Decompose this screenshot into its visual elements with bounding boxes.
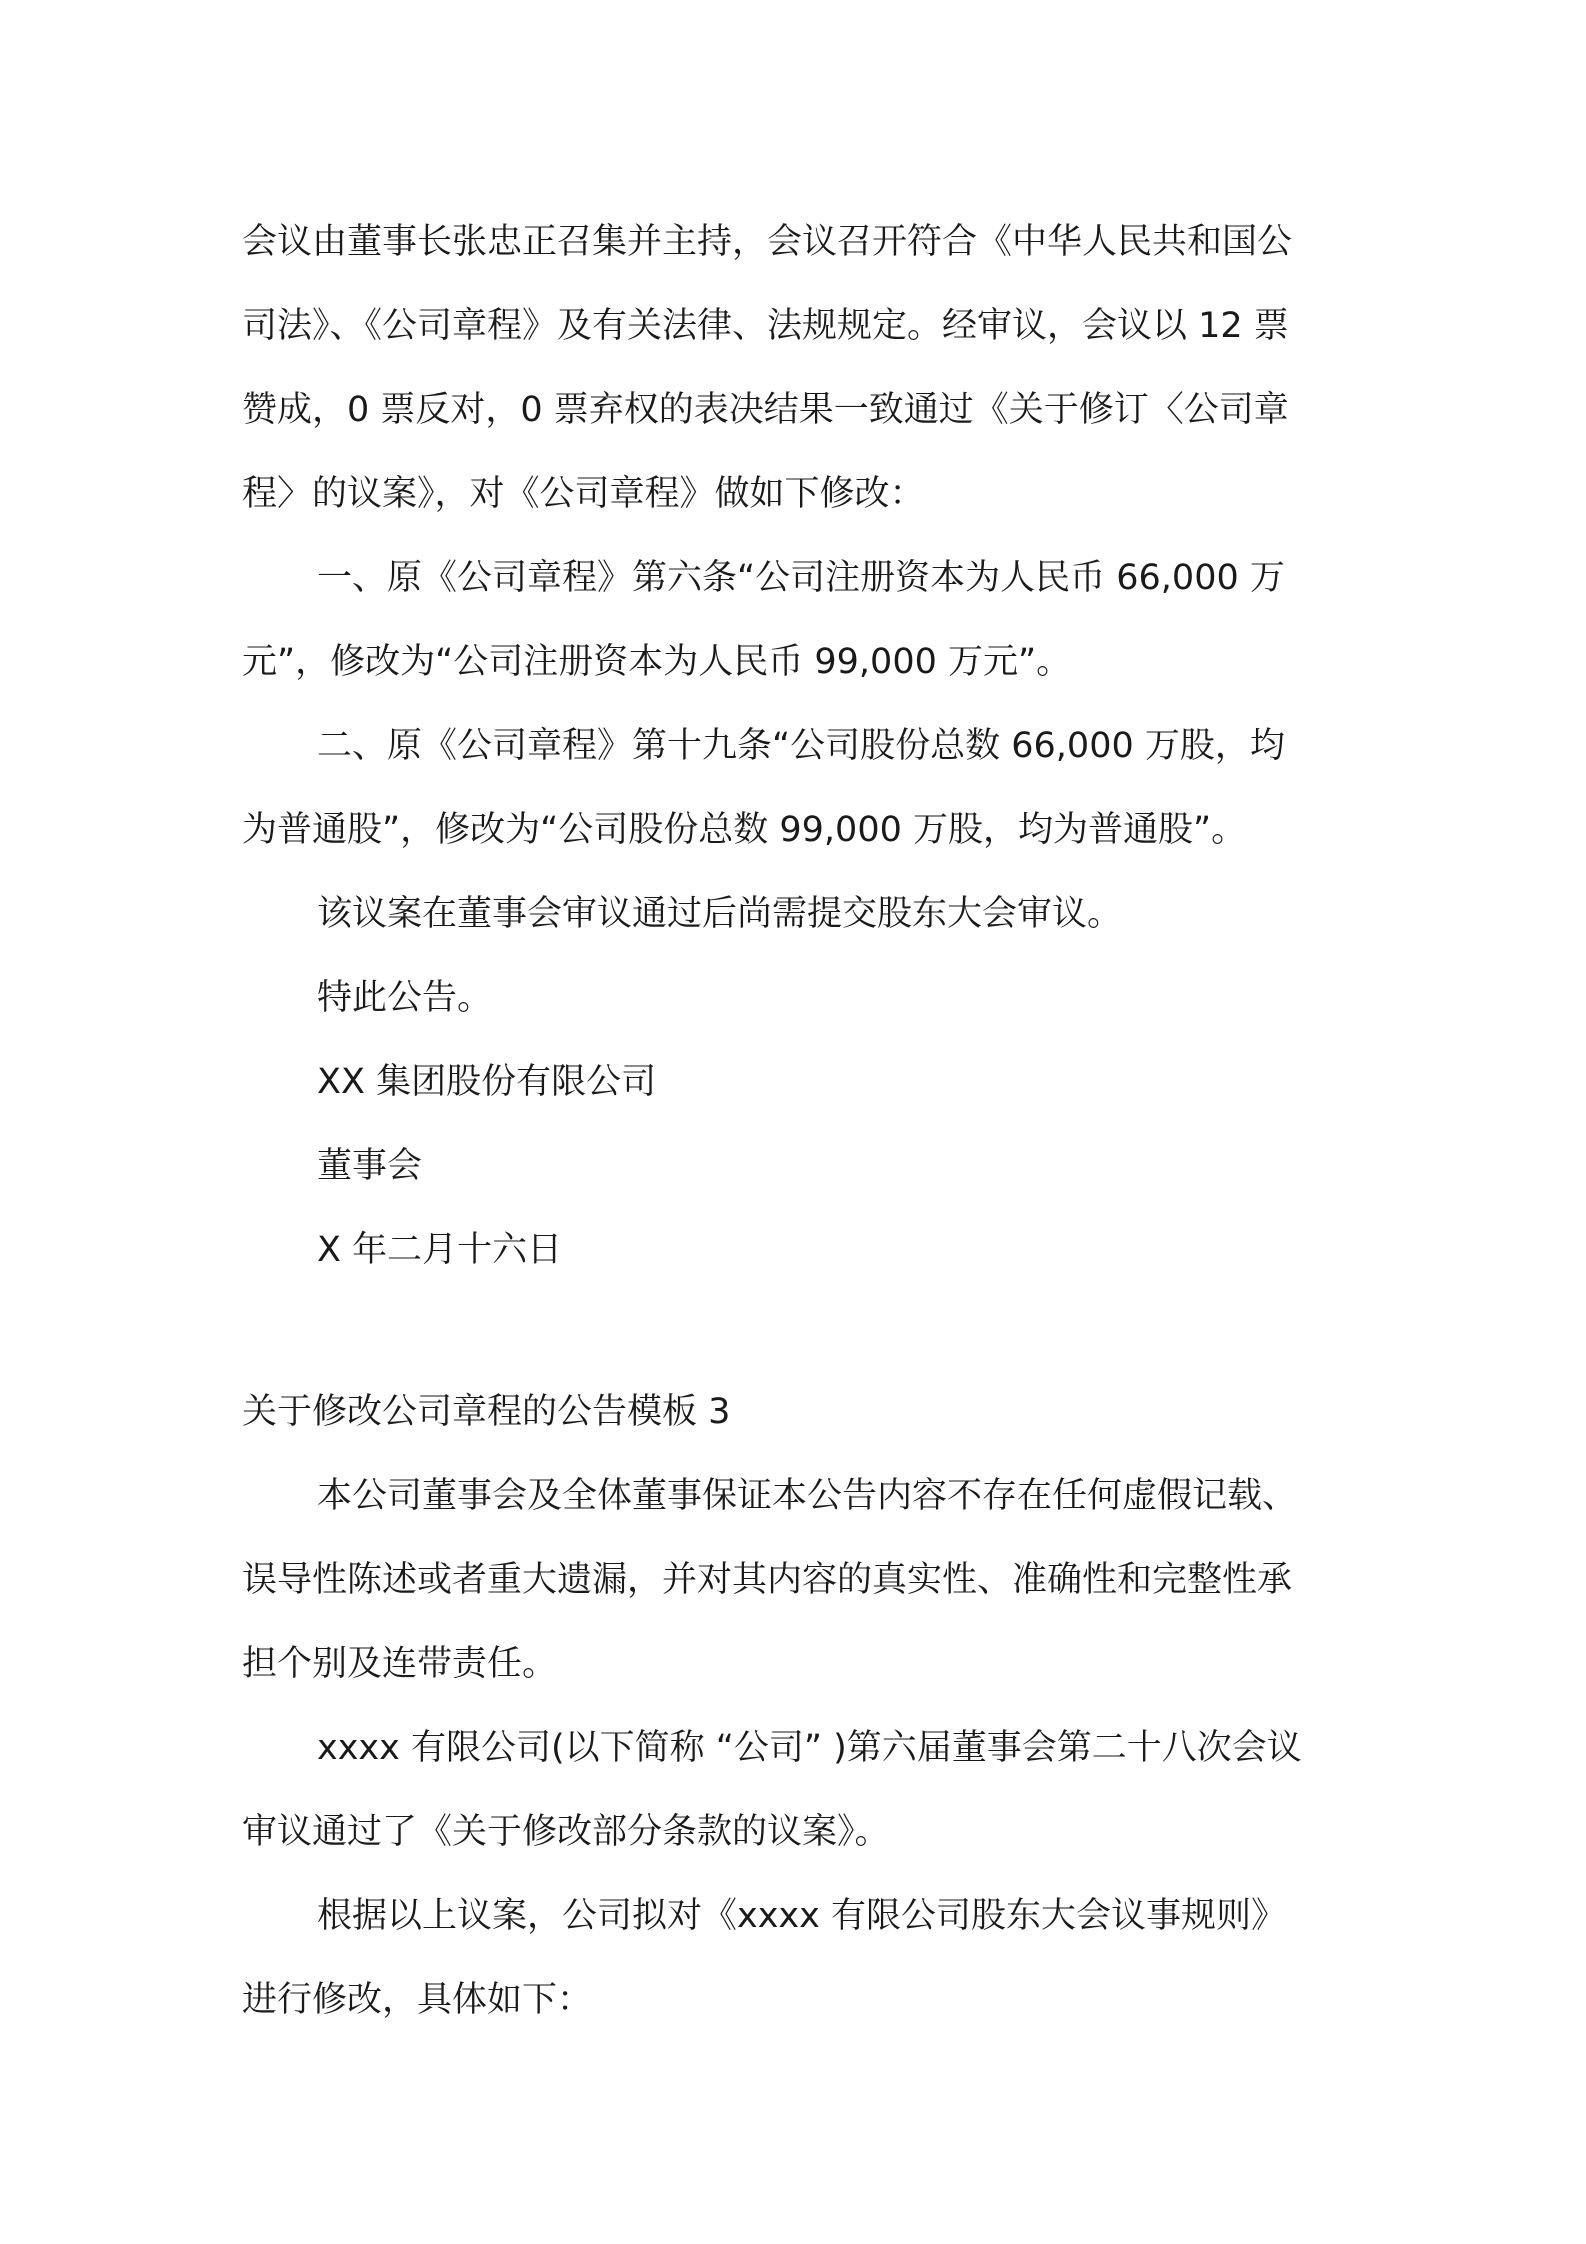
closing-statement: 特此公告。 xyxy=(317,978,493,1018)
announcement-date: X 年二月十六日 xyxy=(317,1230,563,1270)
text-line: 程〉的议案》，对《公司章程》做如下修改： xyxy=(242,474,925,514)
board-signature: 董事会 xyxy=(317,1146,423,1186)
company-name: XX 集团股份有限公司 xyxy=(317,1062,657,1102)
amendment-plan-paragraph xyxy=(242,1874,1362,2042)
text-line: 赞成，0 票反对，0 票弃权的表决结果一致通过《关于修订〈公司章 xyxy=(242,390,1289,430)
text-line: 误导性陈述或者重大遗漏，并对其内容的真实性、准确性和完整性承 xyxy=(242,1560,1293,1600)
document-page xyxy=(242,200,1362,2042)
guarantee-paragraph xyxy=(242,1454,1362,1706)
text-line: xxxx 有限公司(以下简称 “公司” )第六届董事会第二十八次会议 xyxy=(317,1728,1302,1768)
text-line: 二、原《公司章程》第十九条“公司股份总数 66,000 万股，均 xyxy=(317,726,1285,766)
text-line: 担个别及连带责任。 xyxy=(242,1644,558,1684)
text-line: 为普通股”，修改为“公司股份总数 99,000 万股，均为普通股”。 xyxy=(242,810,1247,850)
text-line: 元”，修改为“公司注册资本为人民币 99,000 万元”。 xyxy=(242,642,1072,682)
text-line: 会议由董事长张忠正召集并主持，会议召开符合《中华人民共和国公 xyxy=(242,222,1293,262)
amendment-item-1 xyxy=(242,536,1362,704)
section-title: 关于修改公司章程的公告模板 3 xyxy=(242,1392,731,1432)
text-line: 根据以上议案，公司拟对《xxxx 有限公司股东大会议事规则》 xyxy=(317,1896,1286,1936)
text-line: 司法》、《公司章程》及有关法律、法规规定。经审议，会议以 12 票 xyxy=(242,306,1289,346)
meeting-paragraph xyxy=(242,200,1362,536)
text-line: 进行修改，具体如下： xyxy=(242,1980,593,2020)
amendment-item-2 xyxy=(242,704,1362,872)
board-resolution-paragraph xyxy=(242,1706,1362,1874)
approval-note: 该议案在董事会审议通过后尚需提交股东大会审议。 xyxy=(317,894,1123,934)
text-line: 一、原《公司章程》第六条“公司注册资本为人民币 66,000 万 xyxy=(317,558,1285,598)
text-line: 审议通过了《关于修改部分条款的议案》。 xyxy=(242,1812,890,1852)
text-line: 本公司董事会及全体董事保证本公告内容不存在任何虚假记载、 xyxy=(317,1476,1298,1516)
